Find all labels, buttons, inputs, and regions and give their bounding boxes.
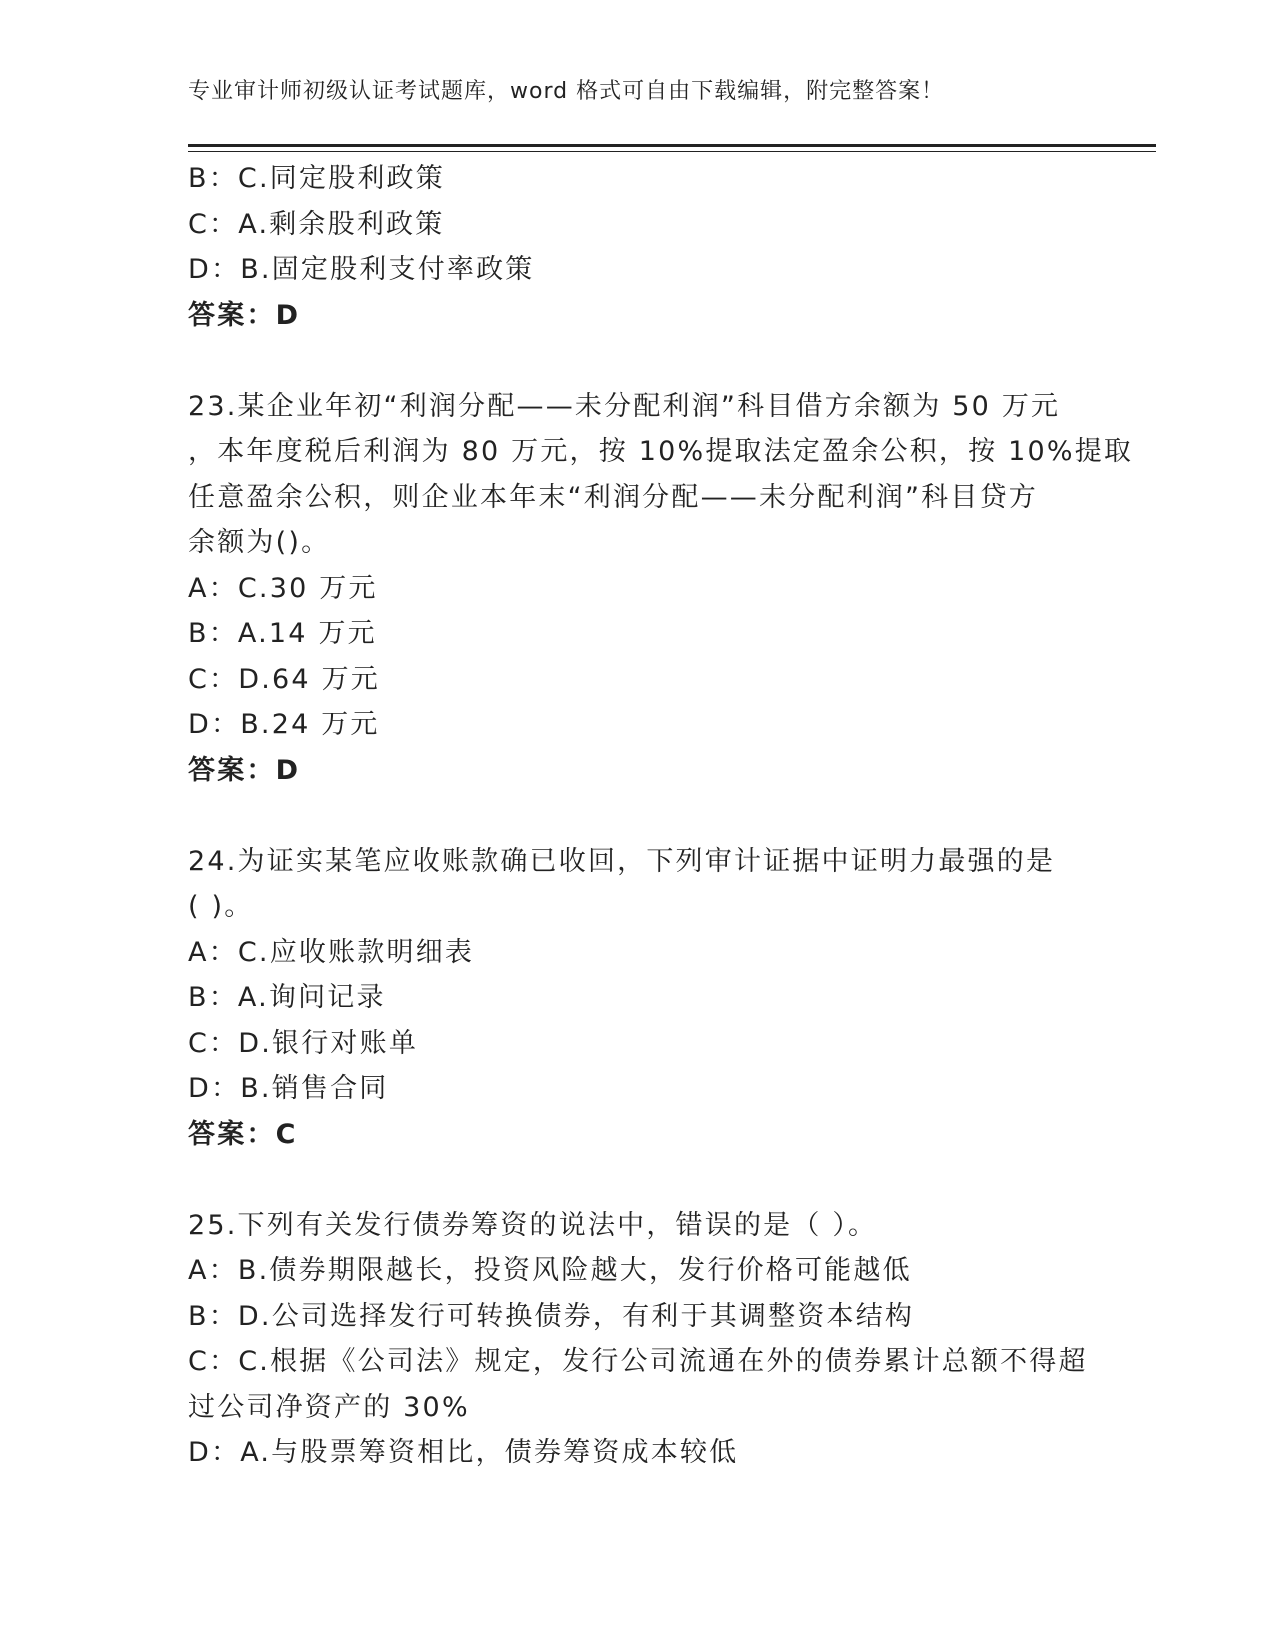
- question-stem-line: 23.某企业年初“利润分配——未分配利润”科目借方余额为 50 万元: [188, 390, 1061, 422]
- question-stem-line: ( )。: [188, 891, 254, 922]
- spacer: [188, 793, 1088, 839]
- option-d: D：A.与股票筹资相比，债券筹资成本较低: [188, 1437, 739, 1468]
- question-24: [188, 839, 1088, 1158]
- option-c-continued: 过公司净资产的 30%: [188, 1391, 470, 1423]
- option-b: B：C.同定股利政策: [188, 163, 445, 194]
- question-stem-line: 24.为证实某笔应收账款确已收回，下列审计证据中证明力最强的是: [188, 845, 1056, 877]
- question-stem-line: 余额为()。: [188, 527, 331, 558]
- option-b: B：A.询问记录: [188, 982, 386, 1013]
- question-stem-line: 25.下列有关发行债券筹资的说法中，错误的是（ ）。: [188, 1209, 878, 1241]
- question-22: [188, 156, 1088, 338]
- option-a: A：C.应收账款明细表: [188, 936, 475, 968]
- option-c: C：D.银行对账单: [188, 1027, 419, 1059]
- question-23: [188, 384, 1134, 794]
- option-d: D：B.固定股利支付率政策: [188, 254, 535, 285]
- question-content: [188, 156, 1134, 1476]
- answer: 答案：C: [188, 1118, 298, 1150]
- header-rule-thick: [188, 144, 1156, 147]
- spacer: [188, 338, 1088, 384]
- option-c: C：A.剩余股利政策: [188, 208, 445, 240]
- option-c: C：C.根据《公司法》规定，发行公司流通在外的债券累计总额不得超: [188, 1346, 1088, 1377]
- option-a: A：C.30 万元: [188, 572, 378, 604]
- header-rule-thin: [188, 151, 1156, 152]
- option-a: A：B.债券期限越长，投资风险越大，发行价格可能越低: [188, 1255, 912, 1286]
- option-d: D：B.销售合同: [188, 1073, 389, 1104]
- option-b: B：D.公司选择发行可转换债券，有利于其调整资本结构: [188, 1300, 915, 1332]
- question-stem-line: ，本年度税后利润为 80 万元，按 10%提取法定盈余公积，按 10%提取: [188, 436, 1134, 467]
- question-stem-line: 任意盈余公积，则企业本年末“利润分配——未分配利润”科目贷方: [188, 481, 1038, 513]
- spacer: [188, 1157, 1088, 1203]
- option-c: C：D.64 万元: [188, 663, 380, 695]
- answer: 答案：D: [188, 299, 301, 331]
- page-header: 专业审计师初级认证考试题库，word 格式可自由下载编辑，附完整答案！: [188, 79, 945, 104]
- answer: 答案：D: [188, 754, 301, 786]
- option-b: B：A.14 万元: [188, 618, 377, 649]
- question-25: [188, 1203, 1088, 1476]
- option-d: D：B.24 万元: [188, 709, 380, 740]
